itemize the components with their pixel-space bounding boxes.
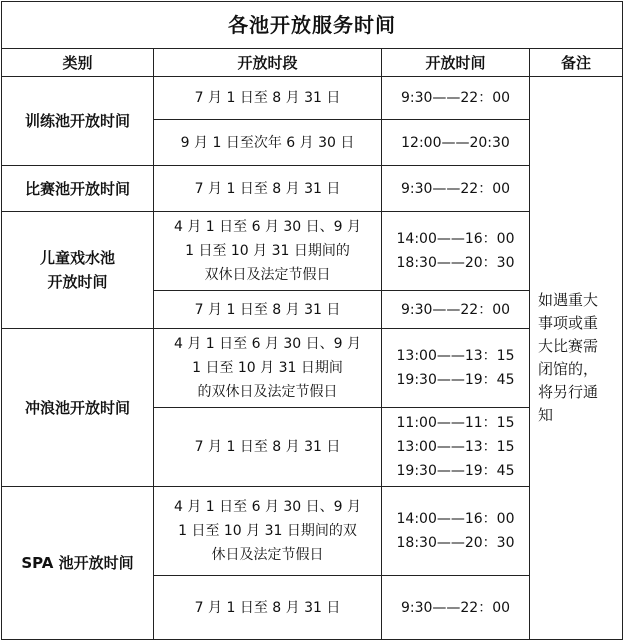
period-line: 7 月 1 日至 8 月 31 日 <box>194 180 341 197</box>
time-line: 12:00——20:30 <box>401 134 510 151</box>
period-line: 7 月 1 日至 8 月 31 日 <box>194 301 341 318</box>
time-cell <box>382 77 530 120</box>
note-line: 闭馆的， <box>538 360 599 378</box>
period-line: 4 月 1 日至 6 月 30 日、9 月 <box>173 219 362 235</box>
time-cell <box>382 166 530 212</box>
period-cell <box>154 487 382 576</box>
time-line: 11:00——11：15 <box>396 415 515 431</box>
category-spa: SPA 池开放时间 <box>2 487 154 640</box>
time-line: 9:30——22：00 <box>400 90 511 106</box>
period-cell <box>154 120 382 166</box>
note-line: 大比赛需 <box>538 337 599 355</box>
header-time: 开放时间 <box>382 49 530 77</box>
period-line: 1 日至 10 月 31 日期间 <box>192 360 343 376</box>
category-competition: 比赛池开放时间 <box>2 166 154 212</box>
note-cell <box>530 77 623 640</box>
time-line: 18:30——20：30 <box>396 535 515 551</box>
period-line: 9 月 1 日至次年 6 月 30 日 <box>180 134 355 151</box>
period-line: 7 月 1 日至 8 月 31 日 <box>194 90 341 106</box>
period-line: 双休日及法定节假日 <box>204 267 331 283</box>
header-period: 开放时段 <box>154 49 382 77</box>
period-line: 7 月 1 日至 8 月 31 日 <box>194 439 341 455</box>
period-cell <box>154 576 382 640</box>
time-cell <box>382 329 530 408</box>
table-row <box>2 166 623 212</box>
table-row <box>2 77 623 120</box>
period-cell <box>154 291 382 329</box>
time-cell <box>382 212 530 291</box>
period-line: 4 月 1 日至 6 月 30 日、9 月 <box>173 336 362 352</box>
time-line: 19:30——19：45 <box>396 463 515 479</box>
note-line: 事项或重 <box>538 314 599 332</box>
category-children <box>2 212 154 329</box>
time-cell <box>382 576 530 640</box>
time-line: 13:00——13：15 <box>396 348 515 364</box>
time-cell <box>382 487 530 576</box>
category-surf: 冲浪池开放时间 <box>2 329 154 487</box>
time-line: 19:30——19：45 <box>396 372 515 388</box>
time-line: 14:00——16：00 <box>396 511 515 527</box>
time-line: 9:30——22：00 <box>400 180 511 197</box>
table-row <box>2 487 623 576</box>
period-cell <box>154 212 382 291</box>
period-cell <box>154 329 382 408</box>
pool-schedule-table <box>1 1 623 640</box>
category-training: 训练池开放时间 <box>2 77 154 166</box>
period-line: 4 月 1 日至 6 月 30 日、9 月 <box>173 499 362 515</box>
title-row <box>2 2 623 49</box>
time-line: 14:00——16：00 <box>396 231 515 247</box>
period-cell <box>154 166 382 212</box>
period-line: 1 日至 10 月 31 日期间的 <box>185 243 350 259</box>
category-line: 儿童戏水池 <box>39 249 115 267</box>
time-cell <box>382 120 530 166</box>
note-line: 知 <box>538 406 554 424</box>
time-line: 9:30——22：00 <box>400 301 511 318</box>
header-row <box>2 49 623 77</box>
period-cell <box>154 408 382 487</box>
time-line: 18:30——20：30 <box>396 255 515 271</box>
time-line: 13:00——13：15 <box>396 439 515 455</box>
period-line: 休日及法定节假日 <box>211 547 324 563</box>
period-line: 7 月 1 日至 8 月 31 日 <box>194 599 341 616</box>
period-line: 1 日至 10 月 31 日期间的双 <box>178 523 357 539</box>
time-cell <box>382 408 530 487</box>
note-line: 如遇重大 <box>538 291 599 309</box>
category-line: 开放时间 <box>47 273 108 291</box>
table-row <box>2 329 623 408</box>
period-cell <box>154 77 382 120</box>
header-note: 备注 <box>530 49 623 77</box>
time-cell <box>382 291 530 329</box>
header-category: 类别 <box>2 49 154 77</box>
period-line: 的双休日及法定节假日 <box>197 384 338 400</box>
table-row <box>2 212 623 291</box>
table-title: 各池开放服务时间 <box>2 2 623 49</box>
note-line: 将另行通 <box>538 383 599 401</box>
time-line: 9:30——22：00 <box>400 599 511 616</box>
